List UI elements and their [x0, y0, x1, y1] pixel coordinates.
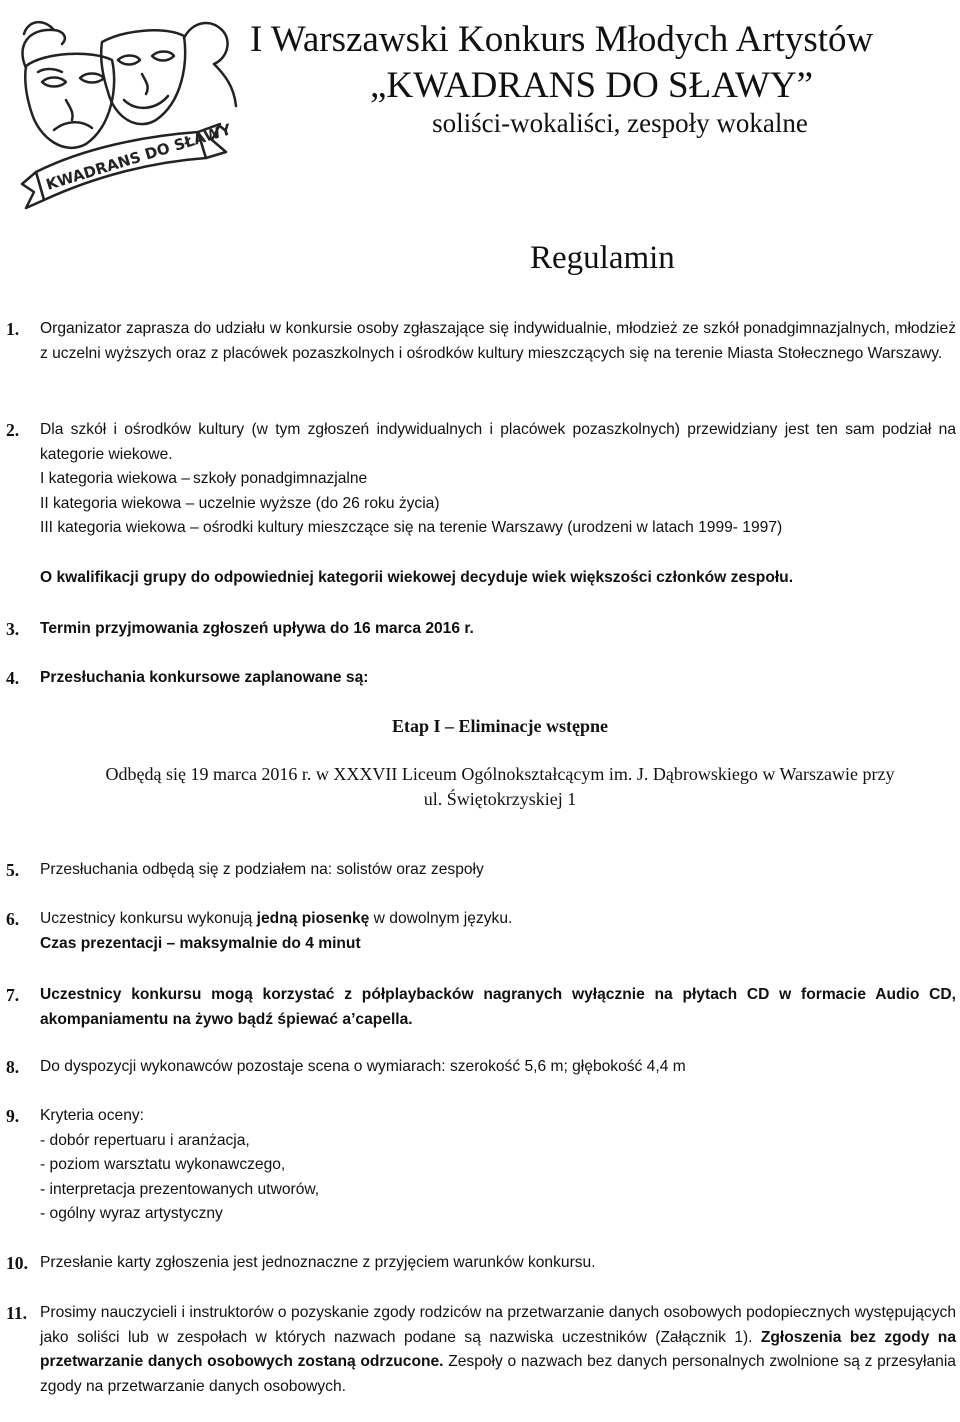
rule-number: 9.	[6, 1106, 20, 1126]
rule-text: Uczestnicy konkursu mogą korzystać z półplaybacków nagranych wyłącznie na płytach CD w formacie Audio CD, akompaniamentu na żywo bądź śpiewać a’capella.	[40, 986, 956, 1028]
list-item: - interpretacja prezentowanych utworów,	[40, 1180, 320, 1198]
rule-text: Przesłuchania odbędą się z podziałem na: solistów oraz zespoły	[40, 861, 484, 878]
rule-number: 8.	[6, 1057, 20, 1077]
rule-text: Prosimy nauczycieli i instruktorów o pozyskanie zgody rodziców na przetwarzanie danych osobowych podopiecznych występujących jako soliści lub w zespołach w których nazwach podane są nazwiska uczestników (Załącznik 1). Zgłoszenia bez zgody na przetwarzanie danych osobowych zostaną odrzucone. Zespoły o nazwach bez danych personalnych zwolnione są z przesyłania zgody na przetwarzanie danych osobowych.	[40, 1304, 956, 1395]
svg-text:KWADRANS DO SŁAWY: KWADRANS DO SŁAWY	[43, 120, 234, 194]
category-3: III kategoria wiekowa – ośrodki kultury mieszczące się na terenie Warszawy (urodzeni w latach 1999- 1997)	[40, 519, 783, 536]
rule-text: Przesłuchania konkursowe zaplanowane są:	[40, 669, 369, 686]
stage-venue: Odbędą się 19 marca 2016 r. w XXXVII Liceum Ogólnokształcącym im. J. Dąbrowskiego w Warszawie przy ul. Świętokrzyskiej 1	[105, 764, 895, 809]
rule-text: Kryteria oceny:	[40, 1107, 145, 1124]
qualification-note: O kwalifikacji grupy do odpowiedniej kategorii wiekowej decyduje wiek większości członków zespołu.	[40, 569, 794, 586]
rule-text: Do dyspozycji wykonawców pozostaje scena o wymiarach: szerokość 5,6 m; głębokość 4,4 m	[40, 1058, 686, 1075]
kwadrans-logo	[14, 16, 250, 238]
contest-name: „KWADRANS DO SŁAWY”	[370, 65, 814, 106]
list-item: - dobór repertuaru i aranżacja,	[40, 1131, 250, 1149]
category-2: II kategoria wiekowa – uczelnie wyższe (do 26 roku życia)	[40, 494, 440, 512]
list-item: - poziom warsztatu wykonawczego,	[40, 1156, 286, 1173]
list-item: - ogólny wyraz artystyczny	[40, 1205, 223, 1222]
rule-text: Termin przyjmowania zgłoszeń upływa do 16 marca 2016 r.	[40, 620, 474, 637]
rule-4	[6, 666, 956, 691]
page-title: Regulamin	[530, 240, 675, 276]
rule-number: 10.	[6, 1253, 28, 1273]
rule-text: Przesłanie karty zgłoszenia jest jednoznaczne z przyjęciem warunków konkursu.	[40, 1254, 596, 1271]
rule-text: Uczestnicy konkursu wykonują jedną piosenkę w dowolnym języku.	[40, 910, 513, 927]
rule-7	[6, 983, 956, 1032]
rule-2	[6, 418, 956, 467]
stage-title: Etap I – Eliminacje wstępne	[392, 716, 608, 736]
rule-number: 4.	[6, 668, 20, 688]
rule-9	[6, 1104, 956, 1227]
rule-11	[6, 1301, 956, 1399]
rule-8	[6, 1055, 956, 1080]
category-list	[6, 467, 956, 541]
rule-10	[6, 1251, 956, 1276]
rule-number: 2.	[6, 420, 20, 440]
rule-text: Organizator zaprasza do udziału w konkursie osoby zgłaszające się indywidualnie, młodzież ze szkół ponadgimnazjalnych, młodzież z uczelni wyższych oraz z placówek pozaszkolnych i ośrodków kultury mieszczących się na terenie Miasta Stołecznego Warszawy.	[40, 320, 956, 362]
rule-number: 5.	[6, 860, 20, 880]
contest-title: I Warszawski Konkurs Młodych Artystów	[250, 19, 874, 60]
category-1: I kategoria wiekowa – szkoły ponadgimnazjalne	[40, 470, 368, 487]
rule-number: 11.	[6, 1303, 28, 1323]
contest-subtitle: soliści-wokaliści, zespoły wokalne	[432, 108, 808, 138]
rule-3	[6, 617, 956, 642]
time-limit: Czas prezentacji – maksymalnie do 4 minut	[40, 934, 361, 952]
rule-6	[6, 907, 956, 956]
rule-number: 3.	[6, 619, 20, 639]
rule-number: 7.	[6, 985, 20, 1005]
rule-number: 1.	[6, 319, 20, 339]
rule-5	[6, 858, 956, 883]
theatre-masks-icon	[14, 16, 250, 238]
rule-text: Dla szkół i ośrodków kultury (w tym zgłoszeń indywidualnych i placówek pozaszkolnych) przewidziany jest ten sam podział na kategorie wiekowe.	[40, 421, 956, 463]
rule-1	[6, 317, 956, 366]
rule-number: 6.	[6, 909, 20, 929]
